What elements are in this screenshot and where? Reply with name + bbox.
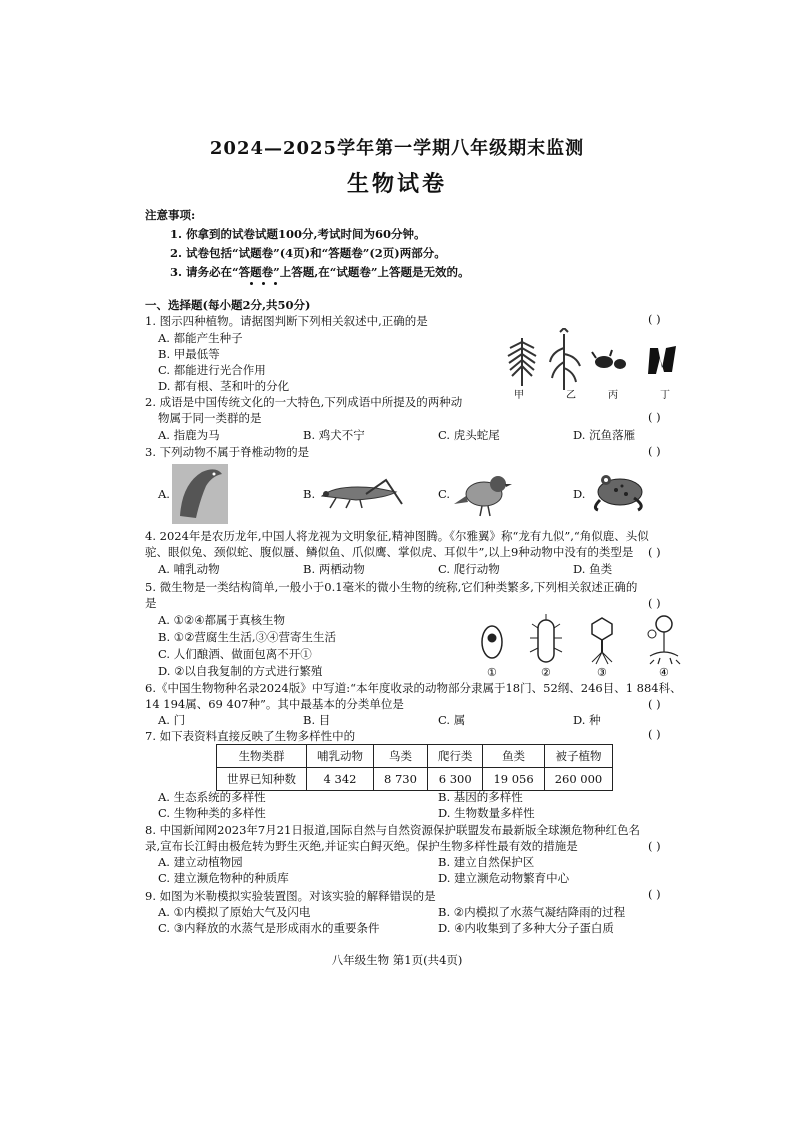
fig-label-bing: 丙 [608, 390, 618, 400]
table-cell: 6 300 [427, 768, 483, 791]
q5-option-a: A. ①②④都属于真核生物 [158, 613, 286, 627]
q9-option-c: C. ③内释放的水蒸气是形成雨水的重要条件 [158, 921, 380, 935]
bird-image [452, 466, 518, 518]
section-heading: 一、选择题(每小题2分,共50分) [145, 298, 311, 312]
answer-paren: ( ) [648, 545, 661, 559]
q1-option-d: D. 都有根、茎和叶的分化 [158, 379, 290, 393]
emphasis-dot [274, 282, 277, 285]
q2-option-d: D. 沉鱼落雁 [573, 428, 636, 442]
notice-item-2: 2. 试卷包括“试题卷”(4页)和“答题卷”(2页)两部分。 [170, 246, 446, 260]
plant-figures [500, 328, 690, 400]
question-3-stem: 3. 下列动物不属于脊椎动物的是 [145, 445, 310, 459]
q2-option-c: C. 虎头蛇尾 [438, 428, 500, 442]
q1-option-b: B. 甲最低等 [158, 347, 220, 361]
answer-paren: ( ) [648, 727, 661, 741]
fig-label-yi: 乙 [566, 390, 576, 400]
table-header-cell: 哺乳动物 [307, 745, 374, 768]
q3-option-c: C. [438, 487, 451, 501]
microbe-label-4: ④ [659, 666, 669, 679]
q3-option-b: B. [303, 487, 316, 501]
question-1-stem: 1. 图示四种植物。请据图判断下列相关叙述中,正确的是 [145, 314, 428, 328]
frog-image [586, 468, 652, 514]
q5-option-c: C. 人们酿酒、做面包离不开① [158, 647, 312, 661]
question-6-stem-line1: 6.《中国生物物种名录2024版》中写道:“本年度收录的动物部分隶属于18门、52纲、246目、1 884科、 [145, 681, 682, 695]
yeast-figure [482, 626, 502, 658]
q8-option-a: A. 建立动植物园 [158, 855, 243, 869]
question-6-stem-line2: 14 194属、69 407种”。其中最基本的分类单位是 [145, 697, 404, 711]
page-footer: 八年级生物 第1页(共4页) [331, 953, 463, 967]
q9-option-a: A. ①内模拟了原始大气及闪电 [158, 905, 311, 919]
answer-paren: ( ) [648, 887, 661, 901]
emphasis-dot [262, 282, 265, 285]
q6-option-c: C. 属 [438, 713, 466, 727]
question-4-stem-line1: 4. 2024年是农历龙年,中国人将龙视为文明象征,精神图腾。《尔雅翼》称“龙有九似”,“角似鹿、头似 [145, 529, 649, 543]
table-cell: 19 056 [483, 768, 544, 791]
answer-paren: ( ) [648, 410, 661, 424]
q2-option-b: B. 鸡犬不宁 [303, 428, 365, 442]
q4-option-b: B. 两栖动物 [303, 562, 365, 576]
q5-option-b: B. ①②营腐生生活,③④营寄生生活 [158, 630, 337, 644]
table-row [217, 768, 613, 791]
moss-figure [592, 350, 626, 369]
answer-paren: ( ) [648, 697, 661, 711]
fig-label-jia: 甲 [514, 390, 524, 400]
q4-option-c: C. 爬行动物 [438, 562, 500, 576]
question-8-stem-line1: 8. 中国新闻网2023年7月21日报道,国际自然与自然资源保护联盟发布最新版全球濒危物种红色名 [145, 823, 640, 837]
q9-option-d: D. ④内收集到了多种大分子蛋白质 [438, 921, 614, 935]
virus-figure [592, 618, 612, 664]
mold-figure [648, 616, 680, 664]
q7-option-d: D. 生物数量多样性 [438, 806, 535, 820]
q1-option-a: A. 都能产生种子 [158, 331, 243, 345]
answer-paren: ( ) [648, 839, 661, 853]
table-header-cell: 鸟类 [374, 745, 428, 768]
answer-paren: ( ) [648, 444, 661, 458]
q8-option-c: C. 建立濒危物种的种质库 [158, 871, 289, 885]
microbe-figures [474, 612, 694, 680]
fern-figure [508, 338, 536, 386]
algae-figure [648, 346, 676, 374]
microbe-label-3: ③ [597, 666, 607, 679]
fig-label-ding: 丁 [660, 390, 670, 400]
question-5-stem-line2: 是 [145, 596, 157, 610]
q1-option-c: C. 都能进行光合作用 [158, 363, 266, 377]
q8-option-d: D. 建立濒危动物繁育中心 [438, 871, 570, 885]
microbe-label-2: ② [541, 666, 551, 679]
q7-option-b: B. 基因的多样性 [438, 790, 523, 804]
emphasis-dot [250, 282, 253, 285]
table-header-cell: 鱼类 [483, 745, 544, 768]
question-4-stem-line2: 驼、眼似兔、颈似蛇、腹似蜃、鳞似鱼、爪似鹰、掌似虎、耳似牛”,以上9种动物中没有的类型是 [145, 545, 634, 559]
q7-option-a: A. 生态系统的多样性 [158, 790, 266, 804]
question-5-stem-line1: 5. 微生物是一类结构简单,一般小于0.1毫米的微小生物的统称,它们种类繁多,下列相关叙述正确的 [145, 580, 638, 594]
exam-title: 2024—2025学年第一学期八年级期末监测 [209, 138, 585, 159]
exam-subtitle: 生物试卷 [346, 171, 447, 197]
question-7-stem: 7. 如下表资料直接反映了生物多样性中的 [145, 729, 356, 743]
q7-option-c: C. 生物种类的多样性 [158, 806, 266, 820]
corn-figure [550, 328, 580, 390]
grasshopper-image [316, 474, 406, 510]
question-8-stem-line2: 录,宣布长江鲟由极危转为野生灭绝,并证实白鲟灭绝。保护生物多样性最有效的措施是 [145, 839, 578, 853]
table-header-cell: 被子植物 [544, 745, 613, 768]
dolphin-image [172, 464, 228, 524]
q9-option-b: B. ②内模拟了水蒸气凝结降雨的过程 [438, 905, 626, 919]
question-9-stem: 9. 如图为米勒模拟实验装置图。对该实验的解释错误的是 [145, 889, 436, 903]
q6-option-d: D. 种 [573, 713, 601, 727]
table-header-cell: 爬行类 [427, 745, 483, 768]
q3-option-a: A. [158, 487, 170, 501]
q4-option-a: A. 哺乳动物 [158, 562, 220, 576]
q2-option-a: A. 指鹿为马 [158, 428, 220, 442]
table-header-row [217, 745, 613, 768]
q8-option-b: B. 建立自然保护区 [438, 855, 535, 869]
microbe-label-1: ① [487, 666, 497, 679]
bacterium-figure [530, 614, 562, 662]
table-header-cell: 生物类群 [217, 745, 307, 768]
question-2-stem-line1: 2. 成语是中国传统文化的一大特色,下列成语中所提及的两种动 [145, 395, 463, 409]
table-cell: 260 000 [544, 768, 613, 791]
notice-item-3: 3. 请务必在“答题卷”上答题,在“试题卷”上答题是无效的。 [170, 265, 470, 279]
table-cell: 世界已知种数 [217, 768, 307, 791]
q6-option-b: B. 目 [303, 713, 331, 727]
notice-heading: 注意事项: [145, 208, 196, 222]
answer-paren: ( ) [648, 596, 661, 610]
q5-option-d: D. ②以自我复制的方式进行繁殖 [158, 664, 323, 678]
table-cell: 4 342 [307, 768, 374, 791]
table-cell: 8 730 [374, 768, 428, 791]
answer-paren: ( ) [648, 312, 661, 326]
q3-option-d: D. [573, 487, 586, 501]
question-2-stem-line2: 物属于同一类群的是 [158, 411, 262, 425]
species-table [216, 744, 613, 791]
q6-option-a: A. 门 [158, 713, 186, 727]
q4-option-d: D. 鱼类 [573, 562, 613, 576]
notice-item-1: 1. 你拿到的试卷试题100分,考试时间为60分钟。 [170, 227, 426, 241]
